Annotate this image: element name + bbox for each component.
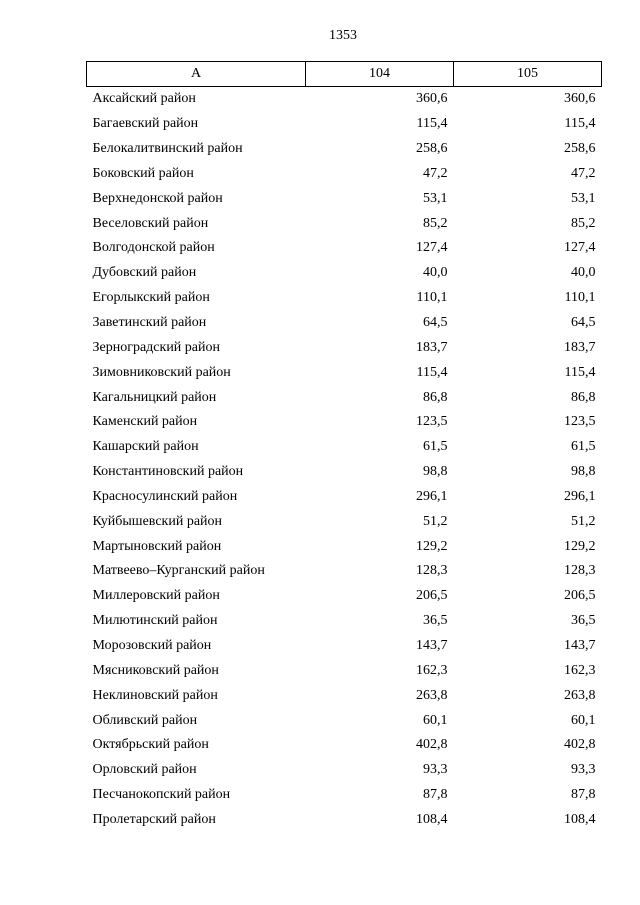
- value-104-cell: 61,5: [423, 439, 448, 455]
- district-name-cell: Веселовский район: [92, 215, 209, 231]
- value-104-cell: 86,8: [423, 389, 448, 405]
- district-name-cell: Мартыновский район: [92, 538, 222, 554]
- value-105-cell: 53,1: [571, 190, 596, 206]
- district-name-cell: Пролетарский район: [92, 811, 216, 827]
- district-name-cell: Заветинский район: [92, 315, 207, 331]
- table-row: [87, 261, 602, 286]
- value-104-cell: 402,8: [416, 737, 448, 753]
- table-row: [87, 435, 602, 460]
- district-name-cell: Неклиновский район: [92, 687, 218, 703]
- table-row: [87, 783, 602, 808]
- value-104-cell: 206,5: [416, 588, 448, 604]
- table-row: [87, 708, 602, 733]
- value-105-cell: 127,4: [564, 240, 596, 256]
- district-name-cell: Милютинский район: [92, 613, 218, 629]
- table-row: [87, 658, 602, 683]
- table-row: [87, 360, 602, 385]
- district-name-cell: Октябрьский район: [92, 737, 209, 753]
- value-105-cell: 296,1: [564, 488, 596, 504]
- value-104-cell: 123,5: [416, 414, 448, 430]
- district-name-cell: Белокалитвинский район: [92, 141, 243, 157]
- table-row: [87, 162, 602, 187]
- district-name-cell: Миллеровский район: [92, 588, 220, 604]
- value-105-cell: 87,8: [571, 787, 596, 803]
- value-104-cell: 51,2: [423, 513, 448, 529]
- value-105-cell: 40,0: [571, 265, 596, 281]
- value-104-cell: 115,4: [416, 364, 448, 380]
- district-name-cell: Егорлыкский район: [92, 290, 210, 306]
- table-row: [87, 186, 602, 211]
- value-105-cell: 263,8: [564, 687, 596, 703]
- district-name-cell: Волгодонской район: [92, 240, 215, 256]
- table-body: [87, 87, 602, 833]
- value-105-cell: 258,6: [564, 141, 596, 157]
- value-104-cell: 128,3: [416, 563, 448, 579]
- value-104-cell: 93,3: [423, 762, 448, 778]
- header-col-105: 105: [454, 62, 602, 87]
- value-104-cell: 258,6: [416, 141, 448, 157]
- value-104-cell: 115,4: [416, 116, 448, 132]
- district-name-cell: Верхнедонской район: [92, 190, 223, 206]
- value-105-cell: 86,8: [571, 389, 596, 405]
- value-105-cell: 115,4: [564, 364, 596, 380]
- value-105-cell: 402,8: [564, 737, 596, 753]
- value-104-cell: 60,1: [423, 712, 448, 728]
- value-104-cell: 183,7: [416, 339, 448, 355]
- value-104-cell: 87,8: [423, 787, 448, 803]
- value-105-cell: 143,7: [564, 637, 596, 653]
- table-row: [87, 286, 602, 311]
- value-105-cell: 162,3: [564, 662, 596, 678]
- value-105-cell: 129,2: [564, 538, 596, 554]
- district-name-cell: Красносулинский район: [92, 488, 238, 504]
- table-row: [87, 634, 602, 659]
- district-name-cell: Зимовниковский район: [92, 364, 231, 380]
- value-105-cell: 110,1: [564, 290, 596, 306]
- value-105-cell: 93,3: [571, 762, 596, 778]
- district-name-cell: Зерноградский район: [92, 339, 220, 355]
- value-104-cell: 36,5: [423, 613, 448, 629]
- district-name-cell: Орловский район: [92, 762, 197, 778]
- header-col-a: А: [87, 62, 306, 87]
- value-104-cell: 143,7: [416, 637, 448, 653]
- value-104-cell: 127,4: [416, 240, 448, 256]
- value-105-cell: 360,6: [564, 91, 596, 107]
- table-row: [87, 534, 602, 559]
- table-row: [87, 211, 602, 236]
- page-number: 1353: [329, 28, 357, 43]
- table-row: [87, 584, 602, 609]
- value-105-cell: 98,8: [571, 464, 596, 480]
- table-row: [87, 137, 602, 162]
- district-name-cell: Кагальницкий район: [92, 389, 217, 405]
- value-104-cell: 98,8: [423, 464, 448, 480]
- value-105-cell: 61,5: [571, 439, 596, 455]
- table-row: [87, 758, 602, 783]
- value-104-cell: 162,3: [416, 662, 448, 678]
- table-row: [87, 460, 602, 485]
- value-104-cell: 108,4: [416, 811, 448, 827]
- table-row: [87, 683, 602, 708]
- value-105-cell: 123,5: [564, 414, 596, 430]
- table-header-row: [87, 62, 602, 87]
- table-row: [87, 87, 602, 112]
- value-105-cell: 64,5: [571, 315, 596, 331]
- value-104-cell: 53,1: [423, 190, 448, 206]
- value-104-cell: 296,1: [416, 488, 448, 504]
- table-row: [87, 485, 602, 510]
- district-name-cell: Песчанокопский район: [92, 787, 231, 803]
- district-name-cell: Константиновский район: [92, 464, 244, 480]
- table-row: [87, 733, 602, 758]
- table-row: [87, 311, 602, 336]
- district-name-cell: Дубовский район: [92, 265, 197, 281]
- district-name-cell: Обливский район: [92, 712, 198, 728]
- district-name-cell: Боковский район: [92, 165, 194, 181]
- district-name-cell: Морозовский район: [92, 637, 212, 653]
- header-col-104: 104: [306, 62, 454, 87]
- district-name-cell: Багаевский район: [92, 116, 199, 132]
- table-row: [87, 559, 602, 584]
- table-row: [87, 807, 602, 832]
- table-row: [87, 335, 602, 360]
- table-row: [87, 112, 602, 137]
- value-105-cell: 85,2: [571, 215, 596, 231]
- table-row: [87, 385, 602, 410]
- table-row: [87, 410, 602, 435]
- value-105-cell: 108,4: [564, 811, 596, 827]
- value-104-cell: 129,2: [416, 538, 448, 554]
- district-name-cell: Куйбышевский район: [92, 513, 223, 529]
- value-105-cell: 115,4: [564, 116, 596, 132]
- district-name-cell: Матвеево–Курганский район: [92, 563, 265, 579]
- value-104-cell: 263,8: [416, 687, 448, 703]
- data-table: [86, 61, 602, 832]
- value-104-cell: 110,1: [416, 290, 448, 306]
- value-104-cell: 47,2: [423, 165, 448, 181]
- value-105-cell: 36,5: [571, 613, 596, 629]
- value-105-cell: 47,2: [571, 165, 596, 181]
- district-name-cell: Каменский район: [92, 414, 198, 430]
- value-104-cell: 40,0: [423, 265, 448, 281]
- value-104-cell: 360,6: [416, 91, 448, 107]
- table-row: [87, 609, 602, 634]
- value-105-cell: 60,1: [571, 712, 596, 728]
- district-name-cell: Мясниковский район: [92, 662, 219, 678]
- value-105-cell: 51,2: [571, 513, 596, 529]
- table-row: [87, 236, 602, 261]
- data-table-container: [86, 61, 601, 832]
- district-name-cell: Аксайский район: [92, 91, 196, 107]
- value-104-cell: 85,2: [423, 215, 448, 231]
- value-105-cell: 128,3: [564, 563, 596, 579]
- value-105-cell: 206,5: [564, 588, 596, 604]
- table-row: [87, 509, 602, 534]
- value-105-cell: 183,7: [564, 339, 596, 355]
- district-name-cell: Кашарский район: [92, 439, 199, 455]
- value-104-cell: 64,5: [423, 315, 448, 331]
